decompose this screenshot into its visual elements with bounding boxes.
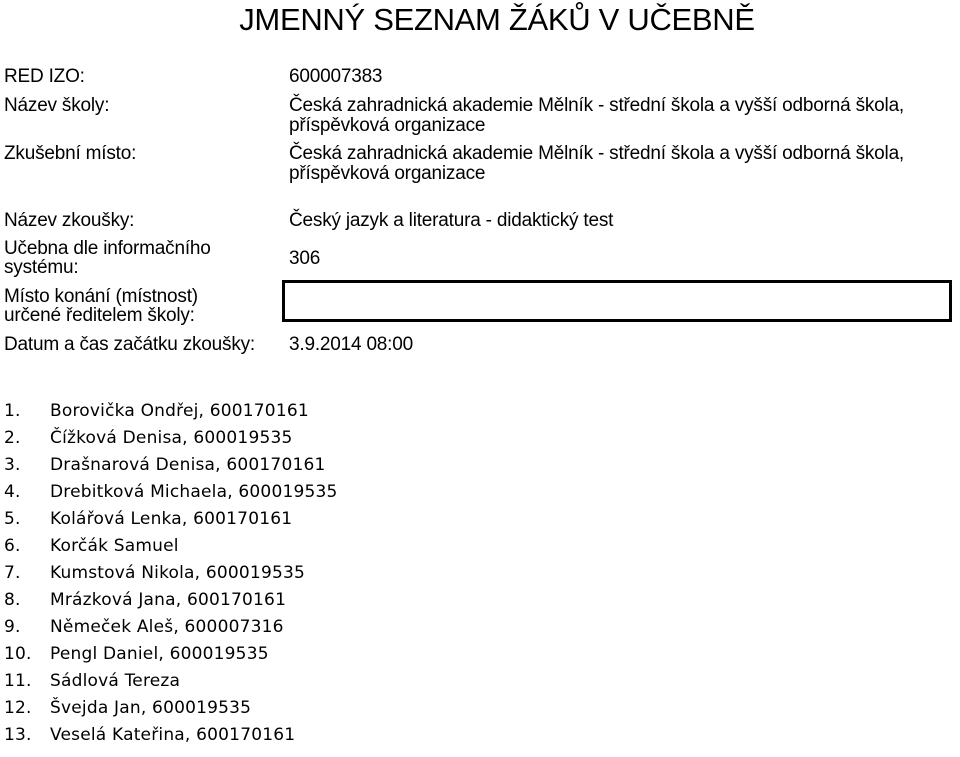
student-number: 12.	[4, 698, 32, 718]
student-name: Mrázková Jana, 600170161	[50, 590, 287, 610]
classroom-value: 306	[289, 248, 321, 269]
student-number: 5.	[4, 509, 21, 529]
venue-label-line2: určené ředitelem školy:	[4, 305, 195, 326]
student-number: 9.	[4, 617, 21, 637]
venue-box	[282, 280, 952, 322]
start-label: Datum a čas začátku zkoušky:	[4, 334, 256, 355]
student-number: 13.	[4, 725, 32, 745]
student-name: Němeček Aleš, 600007316	[50, 617, 284, 637]
student-name: Drebitková Michaela, 600019535	[50, 482, 338, 502]
venue-label-line1: Místo konání (místnost)	[4, 286, 198, 307]
school-name-label: Název školy:	[4, 95, 110, 116]
student-name: Kolářová Lenka, 600170161	[50, 509, 293, 529]
document-title	[0, 0, 960, 40]
student-name: Sádlová Tereza	[50, 671, 181, 691]
classroom-label-line2: systému:	[4, 257, 79, 278]
student-name: Korčák Samuel	[50, 536, 179, 556]
student-number: 10.	[4, 644, 32, 664]
exam-site-value-line2: příspěvková organizace	[289, 163, 486, 184]
student-number: 1.	[4, 401, 21, 421]
student-name: Čížková Denisa, 600019535	[50, 428, 293, 448]
student-number: 7.	[4, 563, 21, 583]
exam-site-value-line1: Česká zahradnická akademie Mělník - střední škola a vyšší odborná škola,	[289, 143, 905, 164]
student-number: 11.	[4, 671, 32, 691]
red-izo-value: 600007383	[289, 66, 383, 87]
student-name: Kumstová Nikola, 600019535	[50, 563, 306, 583]
exam-site-label: Zkušební místo:	[4, 143, 137, 164]
student-number: 8.	[4, 590, 21, 610]
red-izo-label: RED IZO:	[4, 66, 85, 87]
student-number: 2.	[4, 428, 21, 448]
student-number: 3.	[4, 455, 21, 475]
student-name: Drašnarová Denisa, 600170161	[50, 455, 326, 475]
student-name: Švejda Jan, 600019535	[50, 698, 252, 718]
student-name: Veselá Kateřina, 600170161	[50, 725, 296, 745]
classroom-label-line1: Učebna dle informačního	[4, 238, 211, 259]
school-name-value-line2: příspěvková organizace	[289, 115, 486, 136]
document-title-text: JMENNÝ SEZNAM ŽÁKŮ V UČEBNĚ	[239, 2, 755, 37]
exam-name-value: Český jazyk a literatura - didaktický test	[289, 210, 614, 231]
school-name-value-line1: Česká zahradnická akademie Mělník - střední škola a vyšší odborná škola,	[289, 95, 905, 116]
student-number: 4.	[4, 482, 21, 502]
student-name: Pengl Daniel, 600019535	[50, 644, 269, 664]
student-number: 6.	[4, 536, 21, 556]
student-name: Borovička Ondřej, 600170161	[50, 401, 309, 421]
start-value: 3.9.2014 08:00	[289, 334, 413, 355]
exam-name-label: Název zkoušky:	[4, 210, 135, 231]
